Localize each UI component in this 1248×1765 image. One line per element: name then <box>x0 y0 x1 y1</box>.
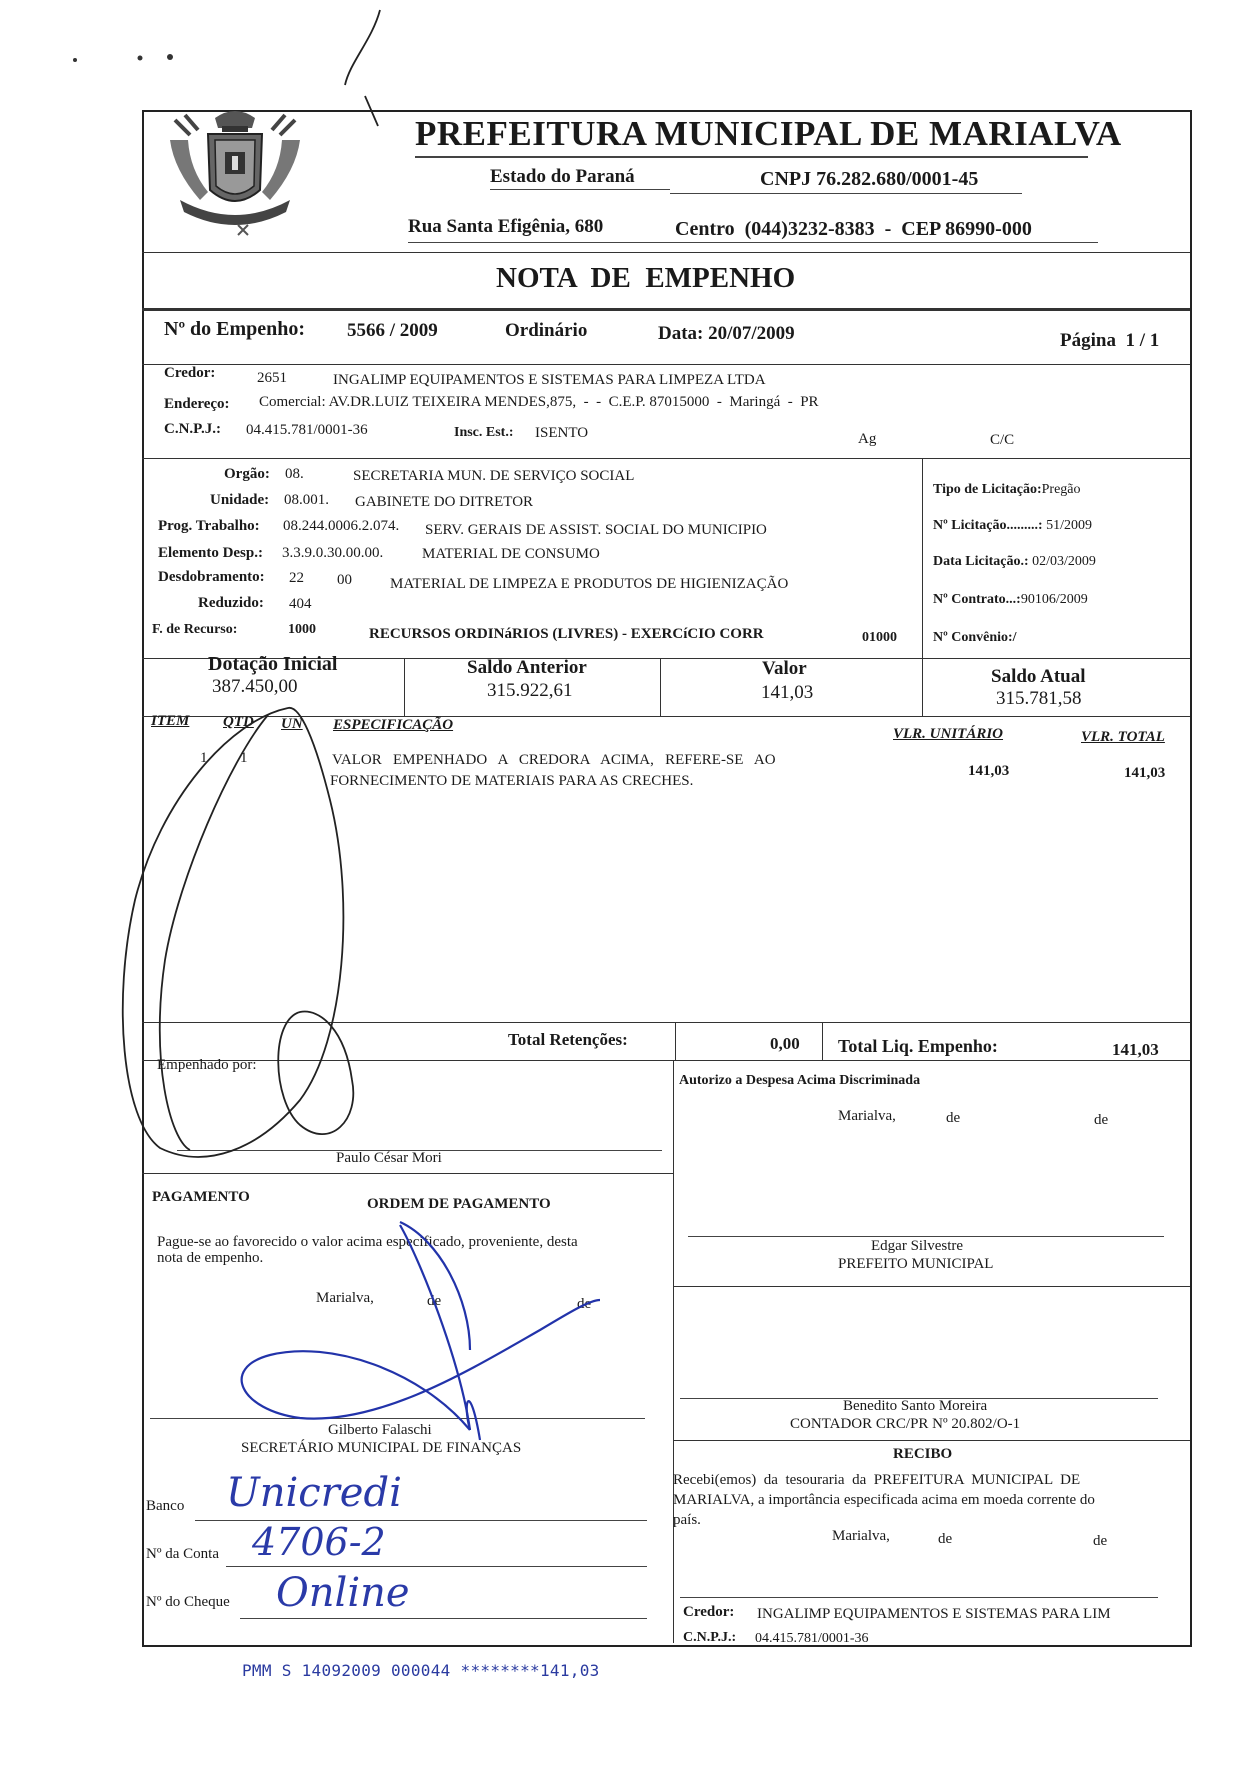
empenho-label: Nº do Empenho: <box>164 318 306 340</box>
saldo-atual-value: 315.781,58 <box>996 688 1082 709</box>
recurso-name: RECURSOS ORDINáRIOS (LIVRES) - EXERCíCIO CORR <box>369 626 764 642</box>
empenho-type: Ordinário <box>505 320 588 341</box>
empenhado-signer: Paulo César Mori <box>336 1150 442 1166</box>
licitacao-numero: Nº Licitação.........: 51/2009 <box>933 518 1092 533</box>
recibo-de1: de <box>938 1531 953 1547</box>
unidade-name: GABINETE DO DITRETOR <box>355 494 534 510</box>
autorizo-place: Marialva, <box>838 1108 896 1124</box>
financas-signer: Gilberto Falaschi <box>328 1422 432 1438</box>
banco-handwritten: Unicredi <box>226 1470 402 1516</box>
ordem-pagamento-label: ORDEM DE PAGAMENTO <box>367 1196 551 1212</box>
account-label: C/C <box>990 432 1015 448</box>
col-qtd: QTD <box>223 714 254 730</box>
conta-label: Nº da Conta <box>146 1546 219 1562</box>
municipality-contact: Centro (044)3232-8383 - CEP 86990-000 <box>675 218 1032 240</box>
contador-role: CONTADOR CRC/PR Nº 20.802/O-1 <box>790 1416 1021 1432</box>
convenio-numero: Nº Convênio:/ <box>933 630 1017 645</box>
document-title: NOTA DE EMPENHO <box>496 262 796 294</box>
recibo-text-2: MARIALVA, a importância especificada acima em moeda corrente do <box>673 1492 1095 1508</box>
col-vlr-unitario: VLR. UNITÁRIO <box>893 726 1004 742</box>
recurso-code2: 01000 <box>862 630 897 645</box>
autorizo-de1: de <box>946 1110 961 1126</box>
desdobramento-code2: 00 <box>337 572 352 588</box>
municipality-cnpj: CNPJ 76.282.680/0001-45 <box>760 168 979 190</box>
recurso-code: 1000 <box>288 622 316 637</box>
credor-cnpj-label: C.N.P.J.: <box>164 421 221 437</box>
recibo-place: Marialva, <box>832 1528 890 1544</box>
reduzido-value: 404 <box>289 596 312 612</box>
licitacao-tipo: Tipo de Licitação:Pregão <box>933 482 1081 497</box>
pagamento-label: PAGAMENTO <box>152 1189 250 1205</box>
table-row-vlr-unitario: 141,03 <box>968 763 1010 779</box>
agency-label: Ag <box>858 431 877 447</box>
recurso-label: F. de Recurso: <box>152 622 238 637</box>
reduzido-label: Reduzido: <box>198 595 264 611</box>
col-especificacao: ESPECIFICAÇÃO <box>333 717 454 733</box>
liquido-label: Total Liq. Empenho: <box>838 1036 998 1056</box>
contrato-numero: Nº Contrato...:90106/2009 <box>933 592 1088 607</box>
desdobramento-name: MATERIAL DE LIMPEZA E PRODUTOS DE HIGIENIZAÇÃO <box>390 576 789 592</box>
cheque-handwritten: Online <box>276 1570 410 1616</box>
pagamento-de1: de <box>427 1293 442 1309</box>
desdobramento-code1: 22 <box>289 570 304 586</box>
credor-cnpj: 04.415.781/0001-36 <box>246 422 368 438</box>
insc-value: ISENTO <box>535 425 589 441</box>
dotacao-label: Dotação Inicial <box>208 653 338 675</box>
pagamento-de2: de <box>577 1296 592 1312</box>
col-vlr-total: VLR. TOTAL <box>1081 729 1165 745</box>
credor-code: 2651 <box>257 370 287 386</box>
recibo-cnpj-label: C.N.P.J.: <box>683 1630 737 1645</box>
banco-label: Banco <box>146 1498 185 1514</box>
unidade-code: 08.001. <box>284 492 329 508</box>
autorizo-label: Autorizo a Despesa Acima Discriminada <box>679 1073 921 1088</box>
empenhado-label: Empenhado por: <box>157 1057 257 1073</box>
table-row-item: 1 <box>200 750 208 766</box>
col-un: UN <box>281 716 303 732</box>
recibo-de2: de <box>1093 1533 1108 1549</box>
table-row-vlr-total: 141,03 <box>1124 765 1166 781</box>
licitacao-data: Data Licitação.: 02/03/2009 <box>933 554 1096 569</box>
state-name: Estado do Paraná <box>490 166 635 187</box>
prog-label: Prog. Trabalho: <box>158 518 260 534</box>
elemento-label: Elemento Desp.: <box>158 545 263 561</box>
empenho-date: Data: 20/07/2009 <box>658 323 795 344</box>
retencoes-label: Total Retenções: <box>508 1030 628 1049</box>
prog-code: 08.244.0006.2.074. <box>283 518 400 534</box>
prog-name: SERV. GERAIS DE ASSIST. SOCIAL DO MUNICIPIO <box>425 522 767 538</box>
empenho-number: 5566 / 2009 <box>347 320 438 341</box>
orgao-code: 08. <box>285 466 304 482</box>
recibo-text-1: Recebi(emos) da tesouraria da PREFEITURA MUNICIPAL DE <box>673 1472 1081 1488</box>
table-row-qtd: 1 <box>240 750 248 766</box>
elemento-code: 3.3.9.0.30.00.00. <box>282 545 384 561</box>
autorizo-de2: de <box>1094 1112 1109 1128</box>
recibo-cnpj: 04.415.781/0001-36 <box>755 1631 869 1646</box>
saldo-anterior-label: Saldo Anterior <box>467 657 587 678</box>
orgao-name: SECRETARIA MUN. DE SERVIÇO SOCIAL <box>353 468 635 484</box>
financas-role: SECRETÁRIO MUNICIPAL DE FINANÇAS <box>241 1440 522 1456</box>
recibo-text-3: país. <box>673 1512 701 1528</box>
recibo-credor: INGALIMP EQUIPAMENTOS E SISTEMAS PARA LIM <box>757 1606 1111 1622</box>
retencoes-value: 0,00 <box>770 1034 800 1053</box>
address-label: Endereço: <box>164 396 230 412</box>
unidade-label: Unidade: <box>210 492 270 508</box>
contador-signer: Benedito Santo Moreira <box>843 1398 988 1414</box>
col-item: ITEM <box>151 713 190 729</box>
saldo-atual-label: Saldo Atual <box>991 666 1086 687</box>
autorizo-role: PREFEITO MUNICIPAL <box>838 1256 994 1272</box>
pagamento-place: Marialva, <box>316 1290 374 1306</box>
payment-stamp: PMM S 14092009 000044 ********141,03 <box>242 1661 600 1680</box>
table-row-spec-line1: VALOR EMPENHADO A CREDORA ACIMA, REFERE-SE AO <box>332 752 776 768</box>
pagamento-text-1: Pague-se ao favorecido o valor acima especificado, proveniente, desta <box>157 1234 578 1250</box>
conta-handwritten: 4706-2 <box>252 1520 386 1564</box>
dotacao-value: 387.450,00 <box>212 676 298 697</box>
table-row-spec-line2: FORNECIMENTO DE MATERIAIS PARA AS CRECHES. <box>330 773 694 789</box>
liquido-value: 141,03 <box>1112 1040 1159 1059</box>
page-indicator: Página 1 / 1 <box>1060 330 1160 351</box>
saldo-anterior-value: 315.922,61 <box>487 680 573 701</box>
autorizo-signer: Edgar Silvestre <box>871 1238 964 1254</box>
municipality-address: Rua Santa Efigênia, 680 <box>408 216 604 237</box>
insc-label: Insc. Est.: <box>454 425 514 440</box>
elemento-name: MATERIAL DE CONSUMO <box>422 546 600 562</box>
credor-name: INGALIMP EQUIPAMENTOS E SISTEMAS PARA LIMPEZA LTDA <box>333 372 766 388</box>
recibo-title: RECIBO <box>893 1446 953 1462</box>
pagamento-text-2: nota de empenho. <box>157 1250 264 1266</box>
recibo-credor-label: Credor: <box>683 1604 735 1620</box>
municipality-title: PREFEITURA MUNICIPAL DE MARIALVA <box>415 114 1122 153</box>
valor-value: 141,03 <box>761 682 814 703</box>
credor-address: Comercial: AV.DR.LUIZ TEIXEIRA MENDES,875, - - C.E.P. 87015000 - Maringá - PR <box>259 394 819 410</box>
cheque-label: Nº do Cheque <box>146 1594 230 1610</box>
desdobramento-label: Desdobramento: <box>158 569 265 585</box>
credor-label: Credor: <box>164 365 216 381</box>
valor-label: Valor <box>762 658 807 679</box>
orgao-label: Orgão: <box>224 466 270 482</box>
